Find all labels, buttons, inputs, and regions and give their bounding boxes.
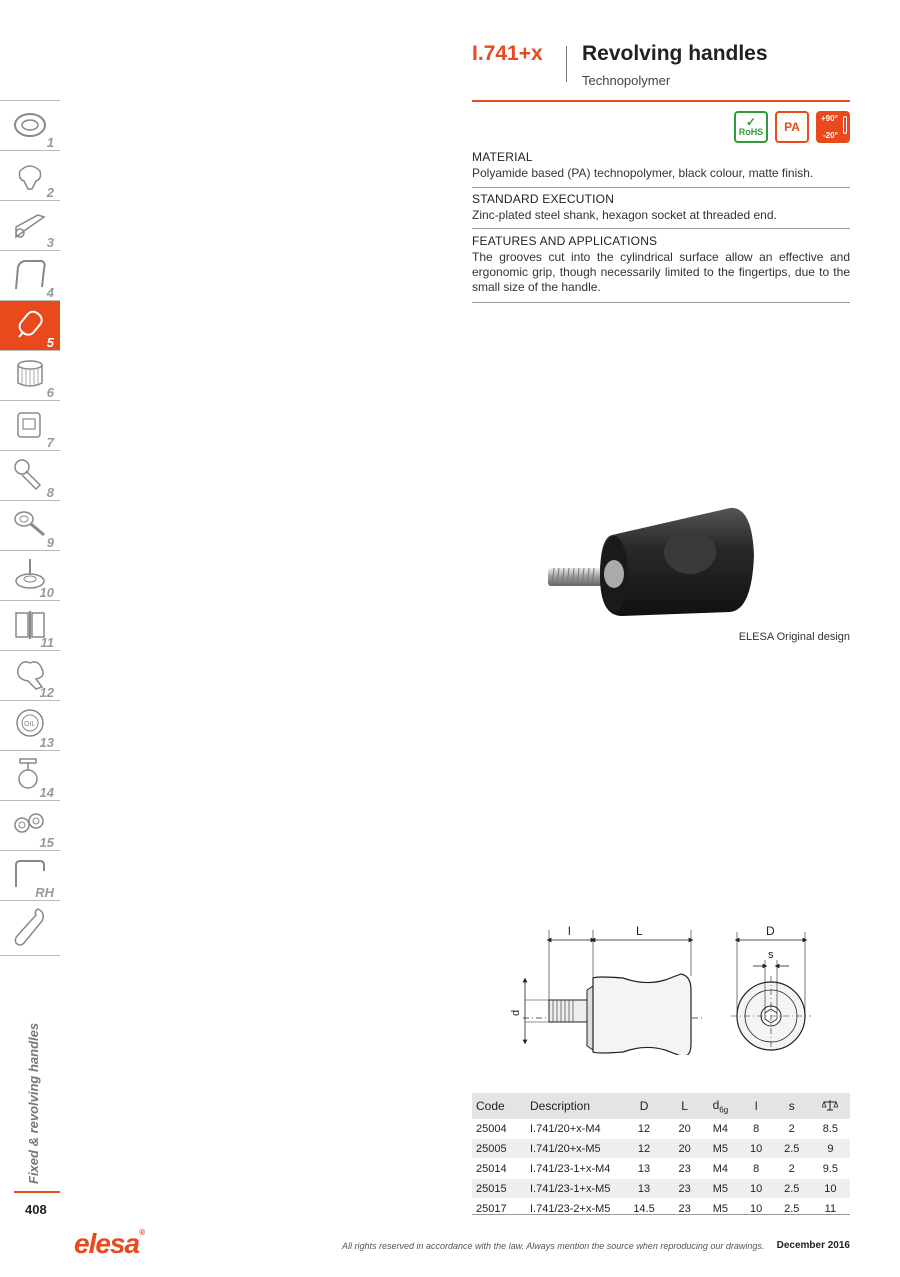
col-header-description: Description bbox=[526, 1093, 620, 1119]
section-divider bbox=[472, 228, 850, 229]
sidebar-item-8[interactable] bbox=[0, 450, 60, 500]
rohs-badge bbox=[734, 111, 768, 143]
sidebar-item-6[interactable] bbox=[0, 350, 60, 400]
revolving-handle-icon bbox=[12, 307, 48, 341]
table-bottom-rule bbox=[472, 1214, 850, 1215]
cell-s: 2 bbox=[773, 1119, 811, 1139]
sidebar-item-label: 7 bbox=[46, 435, 54, 450]
sidebar-divider bbox=[0, 955, 60, 956]
sidebar-item-5[interactable] bbox=[0, 300, 60, 350]
sidebar-item-15[interactable] bbox=[0, 800, 60, 850]
photo-caption: ELESA Original design bbox=[738, 631, 850, 643]
section-text: Zinc-plated steel shank, hexagon socket at threaded end. bbox=[472, 208, 777, 222]
cell-s: 2.5 bbox=[773, 1139, 811, 1159]
cell-d6g: M4 bbox=[701, 1159, 740, 1179]
checkmark-icon: ✓ bbox=[745, 115, 757, 129]
dim-s-label: s bbox=[768, 949, 774, 961]
cell-L: 23 bbox=[668, 1199, 701, 1219]
cell-description: I.741/23-1+x-M5 bbox=[526, 1179, 620, 1199]
cell-l: 8 bbox=[740, 1159, 773, 1179]
sidebar-item-2[interactable] bbox=[0, 150, 60, 200]
publication-date: December 2016 bbox=[776, 1240, 850, 1251]
sidebar-item-label: 10 bbox=[39, 585, 54, 600]
page-title: Revolving handles bbox=[582, 42, 768, 65]
table-header-row bbox=[472, 1093, 850, 1119]
table-row bbox=[472, 1119, 850, 1139]
section-text: Polyamide based (PA) technopolymer, black colour, matte finish. bbox=[472, 166, 814, 180]
sidebar-item-label: RH bbox=[35, 885, 54, 900]
col-header-L: L bbox=[668, 1093, 701, 1119]
cell-d6g: M5 bbox=[701, 1139, 740, 1159]
svg-text:OIL: OIL bbox=[24, 721, 36, 728]
section-heading: FEATURES AND APPLICATIONS bbox=[472, 234, 658, 248]
table-row bbox=[472, 1199, 850, 1219]
section-vertical-label: Fixed & revolving handles bbox=[26, 1022, 41, 1184]
position-indicator-icon bbox=[12, 407, 48, 441]
copyright-note: All rights reserved in accordance with the law. Always mention the source when reproducing our drawings. bbox=[342, 1241, 765, 1251]
technical-drawing bbox=[505, 920, 815, 1055]
dimension-table bbox=[472, 1093, 850, 1219]
sidebar-item-label: 15 bbox=[39, 835, 54, 850]
sidebar-item-14[interactable] bbox=[0, 750, 60, 800]
col-header-s: s bbox=[773, 1093, 811, 1119]
temperature-badge bbox=[816, 111, 850, 143]
end-view bbox=[731, 924, 811, 1054]
indexing-plunger-icon bbox=[12, 457, 48, 491]
material-label: PA bbox=[784, 120, 800, 134]
cell-s: 2.5 bbox=[773, 1199, 811, 1219]
thermometer-icon bbox=[843, 116, 847, 134]
sidebar-item-10[interactable] bbox=[0, 550, 60, 600]
sidebar-item-13[interactable] bbox=[0, 700, 60, 750]
cell-code: 25015 bbox=[472, 1179, 526, 1199]
logo-text: elesa bbox=[74, 1228, 140, 1259]
elesa-logo bbox=[74, 1228, 144, 1260]
cell-l: 10 bbox=[740, 1139, 773, 1159]
temp-low-label: -20° bbox=[823, 131, 838, 140]
finger-groove bbox=[664, 530, 716, 574]
title-separator bbox=[566, 46, 567, 82]
rod-end-icon bbox=[12, 507, 48, 541]
sidebar-item-label: 11 bbox=[40, 635, 54, 650]
sidebar-item-rh[interactable] bbox=[0, 850, 60, 900]
weight-scale-icon bbox=[822, 1099, 838, 1111]
dim-L-label: L bbox=[636, 924, 643, 938]
cell-l: 8 bbox=[740, 1119, 773, 1139]
clamping-lever-icon bbox=[12, 207, 48, 241]
wrench-icon bbox=[12, 907, 48, 951]
section-heading: MATERIAL bbox=[472, 150, 533, 164]
col-header-D: D bbox=[620, 1093, 668, 1119]
sidebar-item-label: 9 bbox=[46, 535, 54, 550]
temp-high-label: +90° bbox=[821, 114, 838, 123]
page-number: 408 bbox=[25, 1202, 47, 1217]
cell-description: I.741/20+x-M5 bbox=[526, 1139, 620, 1159]
cell-D: 13 bbox=[620, 1159, 668, 1179]
section-standard-execution bbox=[472, 192, 850, 223]
category-sidebar bbox=[0, 100, 60, 950]
sidebar-item-label: 4 bbox=[46, 285, 54, 300]
cell-d6g: M5 bbox=[701, 1199, 740, 1219]
section-divider bbox=[472, 302, 850, 303]
dim-D-label: D bbox=[766, 924, 775, 938]
sidebar-item-label: 2 bbox=[46, 185, 54, 200]
sidebar-item-11[interactable] bbox=[0, 600, 60, 650]
cell-d6g: M5 bbox=[701, 1179, 740, 1199]
cell-description: I.741/23-1+x-M4 bbox=[526, 1159, 620, 1179]
col-header-weight bbox=[811, 1093, 850, 1119]
handwheel-icon bbox=[12, 107, 48, 141]
side-view bbox=[510, 924, 705, 1055]
col-header-l: l bbox=[740, 1093, 773, 1119]
cell-s: 2 bbox=[773, 1159, 811, 1179]
cell-weight: 9.5 bbox=[811, 1159, 850, 1179]
sidebar-item-label: 1 bbox=[46, 135, 54, 150]
section-heading: STANDARD EXECUTION bbox=[472, 192, 615, 206]
sidebar-item-label: 14 bbox=[39, 785, 54, 800]
sidebar-item-label: 12 bbox=[39, 685, 54, 700]
control-knob-icon bbox=[12, 357, 48, 391]
cell-weight: 8.5 bbox=[811, 1119, 850, 1139]
cell-D: 14.5 bbox=[620, 1199, 668, 1219]
sidebar-item-accessories[interactable] bbox=[0, 900, 60, 950]
header-rule bbox=[472, 100, 850, 102]
cell-description: I.741/20+x-M4 bbox=[526, 1119, 620, 1139]
sidebar-item-label: 3 bbox=[46, 235, 54, 250]
sidebar-item-label: 5 bbox=[46, 335, 54, 350]
cell-description: I.741/23-2+x-M5 bbox=[526, 1199, 620, 1219]
cell-D: 13 bbox=[620, 1179, 668, 1199]
cell-L: 20 bbox=[668, 1119, 701, 1139]
sidebar-item-label: 6 bbox=[46, 385, 54, 400]
section-features bbox=[472, 234, 850, 295]
cell-code: 25005 bbox=[472, 1139, 526, 1159]
product-code: I.741+x bbox=[472, 42, 543, 65]
cell-d6g: M4 bbox=[701, 1119, 740, 1139]
cell-l: 10 bbox=[740, 1179, 773, 1199]
table-row bbox=[472, 1159, 850, 1179]
section-material bbox=[472, 150, 850, 181]
table-row bbox=[472, 1139, 850, 1159]
cell-weight: 9 bbox=[811, 1139, 850, 1159]
cell-code: 25017 bbox=[472, 1199, 526, 1219]
cell-code: 25014 bbox=[472, 1159, 526, 1179]
col-header-d6g: $d_{6g}$ bbox=[701, 1093, 740, 1119]
sidebar-item-1[interactable] bbox=[0, 100, 60, 150]
col-header-code: Code bbox=[472, 1093, 526, 1119]
cell-D: 12 bbox=[620, 1119, 668, 1139]
table-row bbox=[472, 1179, 850, 1199]
cell-l: 10 bbox=[740, 1199, 773, 1219]
sidebar-item-label: 8 bbox=[46, 485, 54, 500]
cell-weight: 10 bbox=[811, 1179, 850, 1199]
rohs-label: RoHS bbox=[738, 127, 764, 137]
bridge-handle-icon bbox=[12, 257, 48, 291]
cell-code: 25004 bbox=[472, 1119, 526, 1139]
page-subtitle: Technopolymer bbox=[582, 73, 671, 88]
sidebar-item-3[interactable] bbox=[0, 200, 60, 250]
badge-group bbox=[734, 111, 850, 143]
cell-weight: 11 bbox=[811, 1199, 850, 1219]
dim-l-label: l bbox=[568, 924, 571, 938]
material-badge bbox=[775, 111, 809, 143]
cell-L: 23 bbox=[668, 1179, 701, 1199]
product-photo bbox=[540, 500, 780, 630]
cell-L: 20 bbox=[668, 1139, 701, 1159]
page-number-rule bbox=[14, 1191, 60, 1193]
sidebar-item-7[interactable] bbox=[0, 400, 60, 450]
cell-L: 23 bbox=[668, 1159, 701, 1179]
registered-mark: ® bbox=[139, 1228, 144, 1237]
sidebar-item-label: 13 bbox=[39, 735, 54, 750]
knob-icon bbox=[12, 157, 48, 191]
dim-d-label: d bbox=[510, 1009, 522, 1016]
section-text: The grooves cut into the cylindrical surface allow an effective and ergonomic grip, though necessarily limited to the fingertips, due to the small size of the handle. bbox=[472, 250, 850, 294]
cell-s: 2.5 bbox=[773, 1179, 811, 1199]
section-divider bbox=[472, 187, 850, 188]
sidebar-item-4[interactable] bbox=[0, 250, 60, 300]
cell-D: 12 bbox=[620, 1139, 668, 1159]
sidebar-item-12[interactable] bbox=[0, 650, 60, 700]
sidebar-item-9[interactable] bbox=[0, 500, 60, 550]
